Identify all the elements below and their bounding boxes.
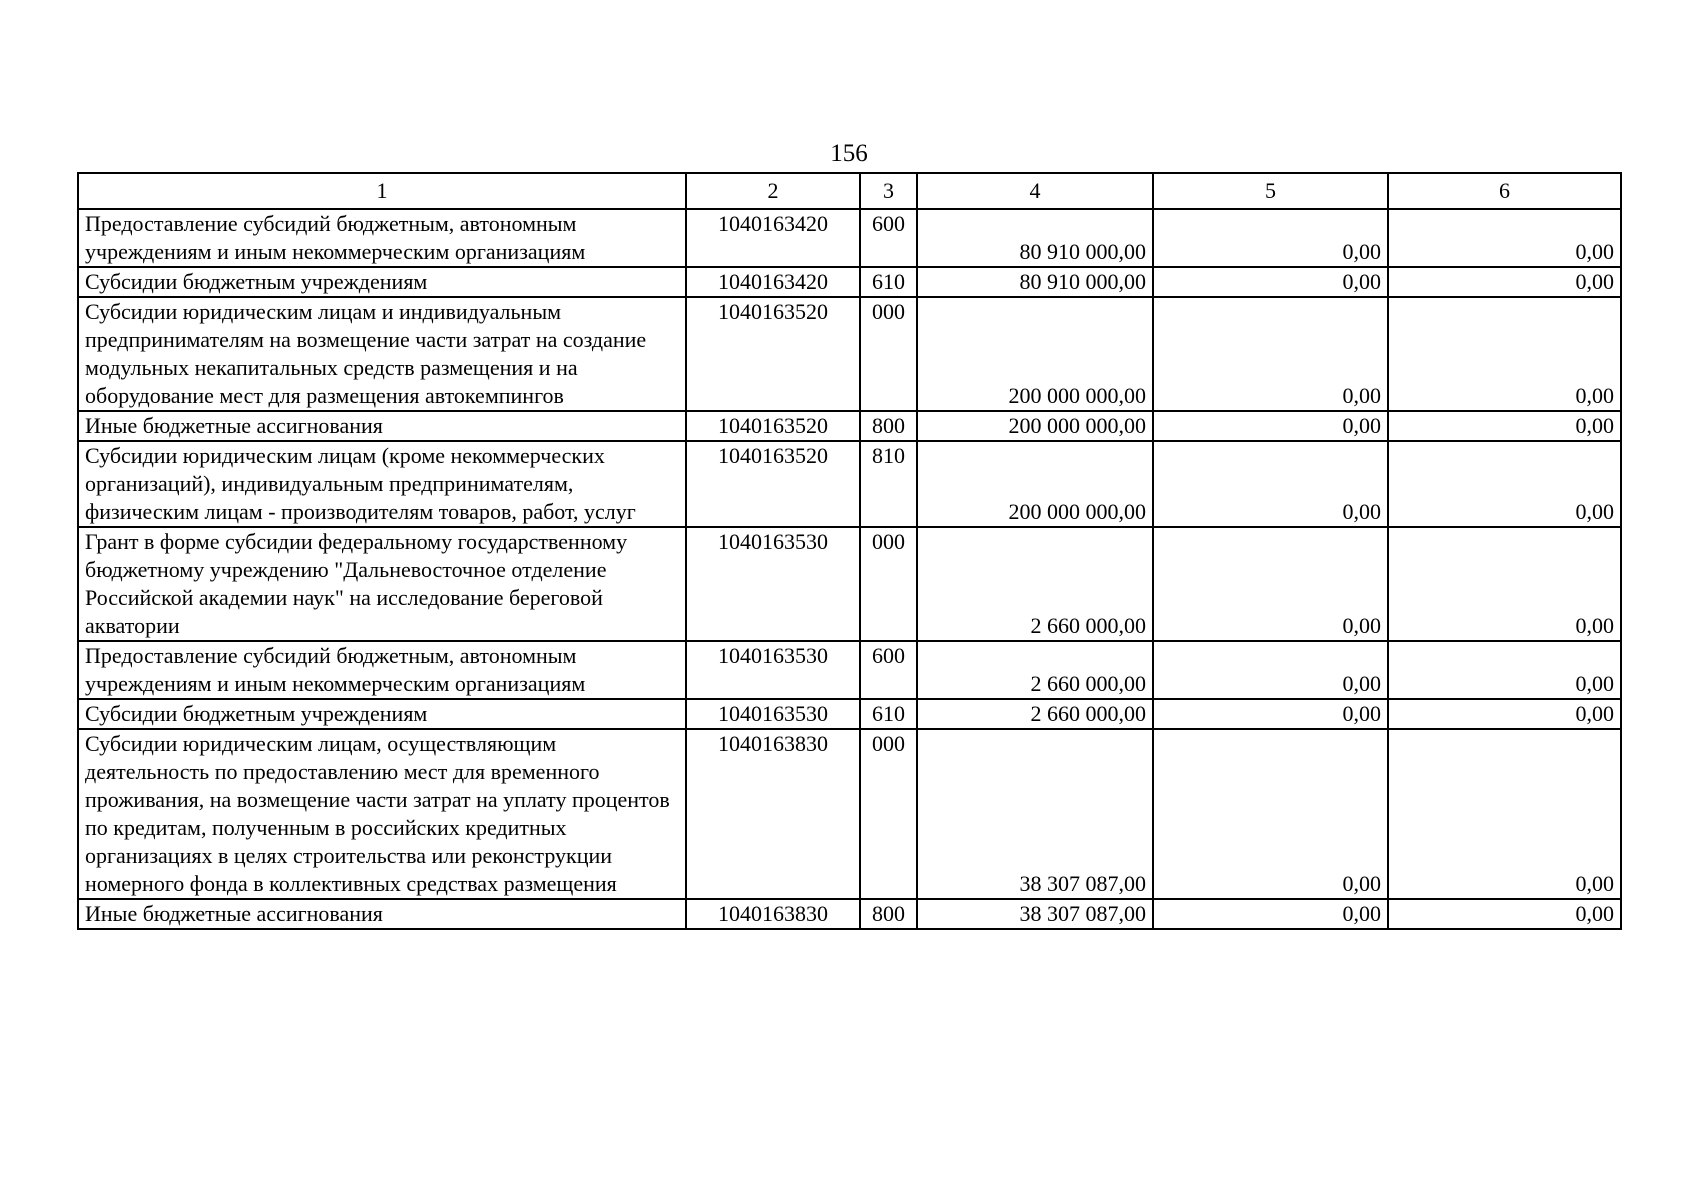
table-row: [78, 699, 1621, 729]
row-amount-col4: 200 000 000,00: [917, 441, 1153, 527]
row-description: Иные бюджетные ассигнования: [78, 899, 686, 929]
row-amount-col4: 80 910 000,00: [917, 267, 1153, 297]
row-target-code: 1040163530: [686, 527, 860, 641]
row-target-code: 1040163520: [686, 297, 860, 411]
row-amount-col5: 0,00: [1153, 527, 1388, 641]
column-header: 2: [686, 173, 860, 209]
row-expense-type: 800: [860, 411, 917, 441]
table-row: [78, 729, 1621, 899]
row-description: Предоставление субсидий бюджетным, автономным учреждениям и иным некоммерческим организациям: [78, 209, 686, 267]
row-amount-col4: 200 000 000,00: [917, 297, 1153, 411]
row-amount-col4: 2 660 000,00: [917, 699, 1153, 729]
column-header: 5: [1153, 173, 1388, 209]
row-amount-col4: 2 660 000,00: [917, 527, 1153, 641]
row-target-code: 1040163420: [686, 267, 860, 297]
row-description: Субсидии бюджетным учреждениям: [78, 267, 686, 297]
row-amount-col6: 0,00: [1388, 209, 1621, 267]
column-header: 3: [860, 173, 917, 209]
row-amount-col5: 0,00: [1153, 441, 1388, 527]
table-row: [78, 411, 1621, 441]
row-amount-col5: 0,00: [1153, 297, 1388, 411]
page-number: 156: [830, 140, 868, 167]
table-row: [78, 267, 1621, 297]
row-expense-type: 610: [860, 699, 917, 729]
row-target-code: 1040163520: [686, 411, 860, 441]
row-description: Иные бюджетные ассигнования: [78, 411, 686, 441]
table-row: [78, 209, 1621, 267]
row-amount-col4: 200 000 000,00: [917, 411, 1153, 441]
column-header: 1: [78, 173, 686, 209]
row-amount-col6: 0,00: [1388, 441, 1621, 527]
table-row: [78, 899, 1621, 929]
row-amount-col5: 0,00: [1153, 899, 1388, 929]
row-target-code: 1040163530: [686, 641, 860, 699]
row-expense-type: 800: [860, 899, 917, 929]
row-description: Субсидии бюджетным учреждениям: [78, 699, 686, 729]
row-description: Предоставление субсидий бюджетным, автономным учреждениям и иным некоммерческим организациям: [78, 641, 686, 699]
row-amount-col6: 0,00: [1388, 527, 1621, 641]
row-expense-type: 000: [860, 297, 917, 411]
column-header: 6: [1388, 173, 1621, 209]
row-amount-col6: 0,00: [1388, 899, 1621, 929]
row-amount-col4: 2 660 000,00: [917, 641, 1153, 699]
row-target-code: 1040163530: [686, 699, 860, 729]
row-amount-col5: 0,00: [1153, 641, 1388, 699]
row-expense-type: 600: [860, 641, 917, 699]
budget-table: [77, 172, 1622, 930]
header-row: [78, 173, 1621, 209]
row-amount-col4: 38 307 087,00: [917, 729, 1153, 899]
row-target-code: 1040163420: [686, 209, 860, 267]
row-expense-type: 000: [860, 527, 917, 641]
table-row: [78, 527, 1621, 641]
row-expense-type: 610: [860, 267, 917, 297]
table-row: [78, 441, 1621, 527]
row-description: Субсидии юридическим лицам (кроме некоммерческих организаций), индивидуальным предпринимателям, физическим лицам - производителям товаров, работ, услуг: [78, 441, 686, 527]
row-amount-col6: 0,00: [1388, 267, 1621, 297]
row-expense-type: 810: [860, 441, 917, 527]
row-amount-col6: 0,00: [1388, 411, 1621, 441]
column-header: 4: [917, 173, 1153, 209]
row-description: Субсидии юридическим лицам и индивидуальным предпринимателям на возмещение части затрат на создание модульных некапитальных средств размещения и на оборудование мест для размещения автокемпингов: [78, 297, 686, 411]
row-amount-col4: 80 910 000,00: [917, 209, 1153, 267]
row-amount-col6: 0,00: [1388, 297, 1621, 411]
row-amount-col5: 0,00: [1153, 411, 1388, 441]
row-expense-type: 600: [860, 209, 917, 267]
row-amount-col4: 38 307 087,00: [917, 899, 1153, 929]
row-expense-type: 000: [860, 729, 917, 899]
row-amount-col5: 0,00: [1153, 209, 1388, 267]
row-amount-col6: 0,00: [1388, 641, 1621, 699]
row-target-code: 1040163830: [686, 729, 860, 899]
row-amount-col6: 0,00: [1388, 729, 1621, 899]
row-description: Грант в форме субсидии федеральному государственному бюджетному учреждению "Дальневосточное отделение Российской академии наук" на исследование береговой акватории: [78, 527, 686, 641]
row-target-code: 1040163520: [686, 441, 860, 527]
row-amount-col5: 0,00: [1153, 729, 1388, 899]
row-amount-col5: 0,00: [1153, 699, 1388, 729]
row-amount-col5: 0,00: [1153, 267, 1388, 297]
row-amount-col6: 0,00: [1388, 699, 1621, 729]
row-target-code: 1040163830: [686, 899, 860, 929]
table-row: [78, 641, 1621, 699]
table-row: [78, 297, 1621, 411]
row-description: Субсидии юридическим лицам, осуществляющим деятельность по предоставлению мест для временного проживания, на возмещение части затрат на уплату процентов по кредитам, полученным в российских кредитных организациях в целях строительства или реконструкции номерного фонда в коллективных средствах размещения: [78, 729, 686, 899]
